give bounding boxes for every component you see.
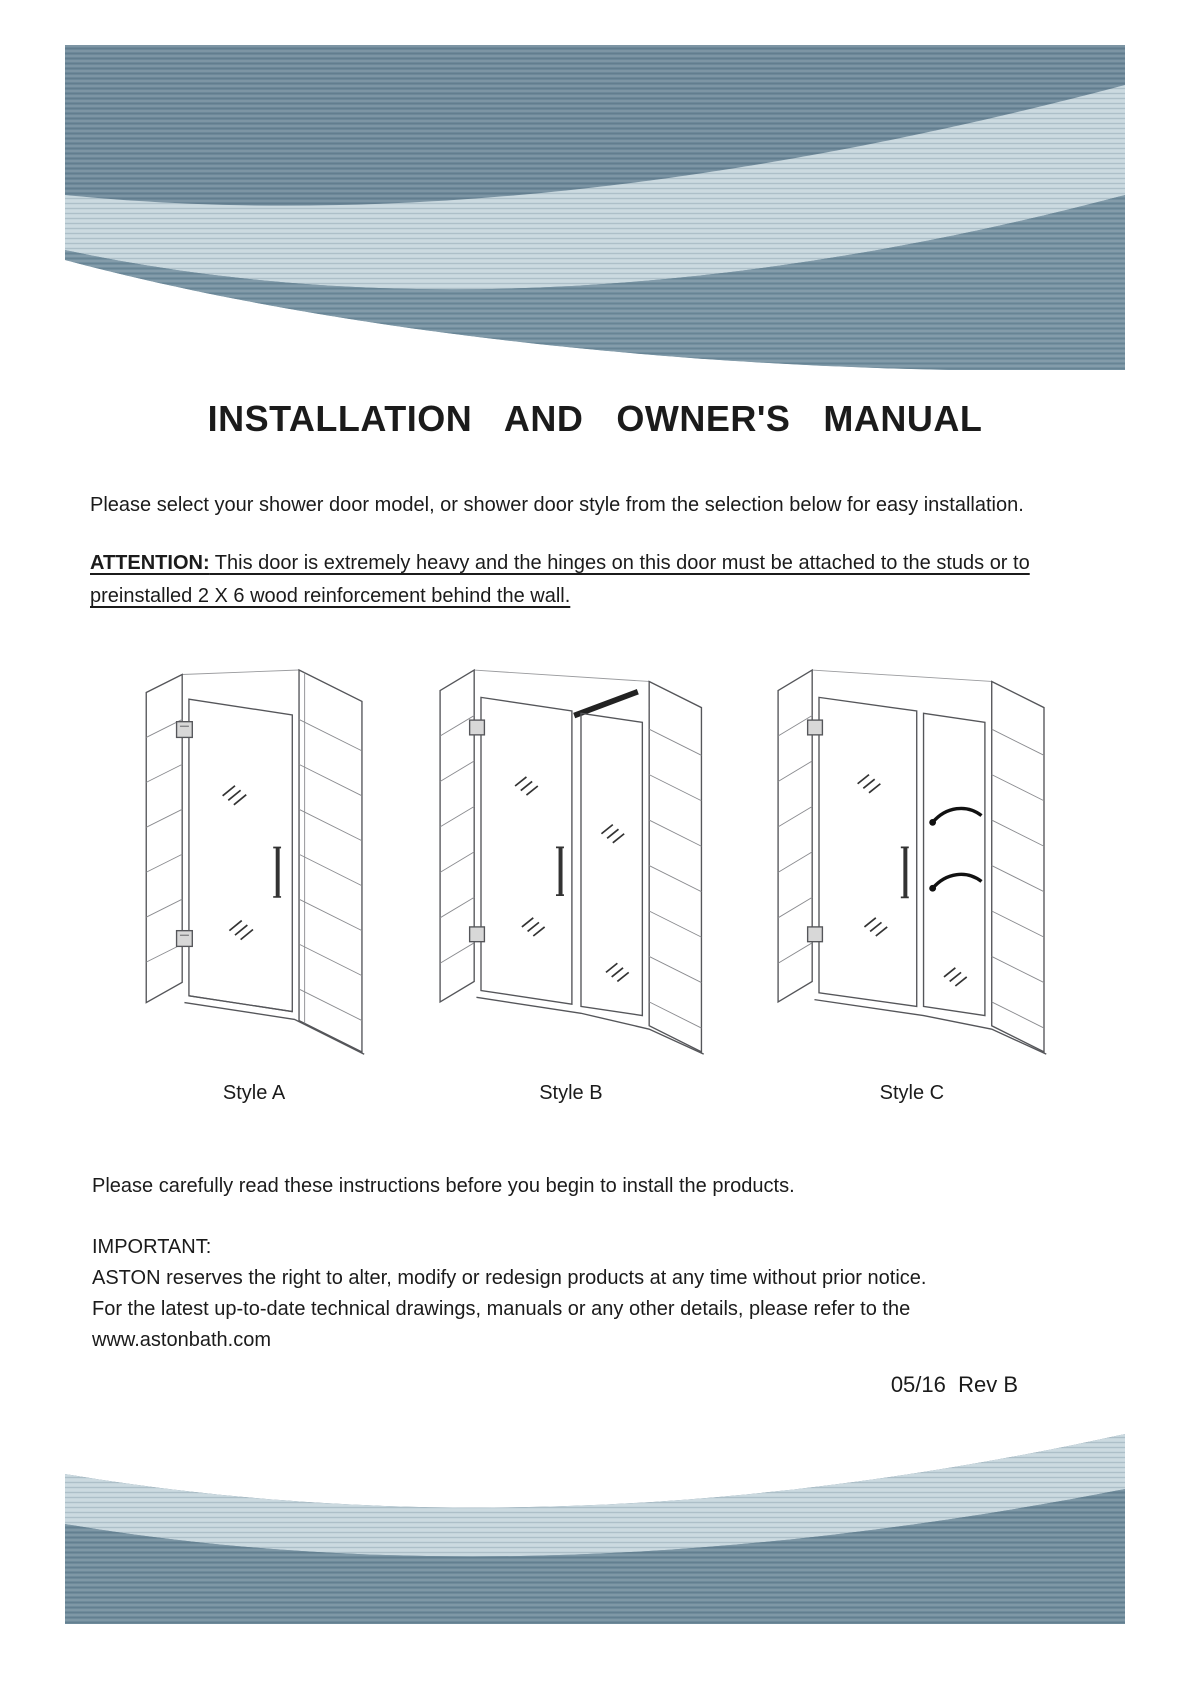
- important-line: www.astonbath.com: [92, 1329, 271, 1351]
- figure-style-b: [431, 661, 711, 1105]
- top-wave-graphic: [65, 45, 1125, 370]
- read-instructions-note: Please carefully read these instructions before you begin to install the products.: [92, 1175, 795, 1197]
- figure-style-c: [769, 661, 1055, 1105]
- attention-text: This door is extremely heavy and the hinges on this door must be attached to the studs or to preinstalled 2 X 6 wood reinforcement behind the wall.: [90, 552, 1030, 607]
- style-c-label: Style C: [879, 1082, 945, 1104]
- style-b-diagram: [431, 661, 711, 1061]
- bottom-wave-graphic: [65, 1429, 1125, 1624]
- style-figures: [0, 661, 1190, 1105]
- intro-text: Please select your shower door model, or shower door style from the selection below for easy installation.: [90, 494, 1024, 516]
- style-a-label: Style A: [222, 1082, 286, 1104]
- style-c-diagram: [769, 661, 1055, 1061]
- important-line: For the latest up-to-date technical drawings, manuals or any other details, please refer to the: [92, 1298, 911, 1320]
- attention-label: ATTENTION:: [90, 552, 210, 574]
- important-note: [92, 1232, 1130, 1356]
- page-title: INSTALLATION AND OWNER'S MANUAL: [207, 398, 983, 439]
- attention-note: [90, 547, 1055, 613]
- important-label: IMPORTANT:: [92, 1236, 212, 1258]
- bottom-wave-banner: [65, 1429, 1125, 1624]
- top-wave-banner: [65, 45, 1125, 370]
- important-line: ASTON reserves the right to alter, modify or redesign products at any time without prior notice.: [92, 1267, 927, 1289]
- revision-label: 05/16 Rev B: [890, 1372, 1018, 1397]
- style-b-label: Style B: [539, 1082, 603, 1104]
- style-a-diagram: [135, 661, 373, 1061]
- figure-style-a: [135, 661, 373, 1105]
